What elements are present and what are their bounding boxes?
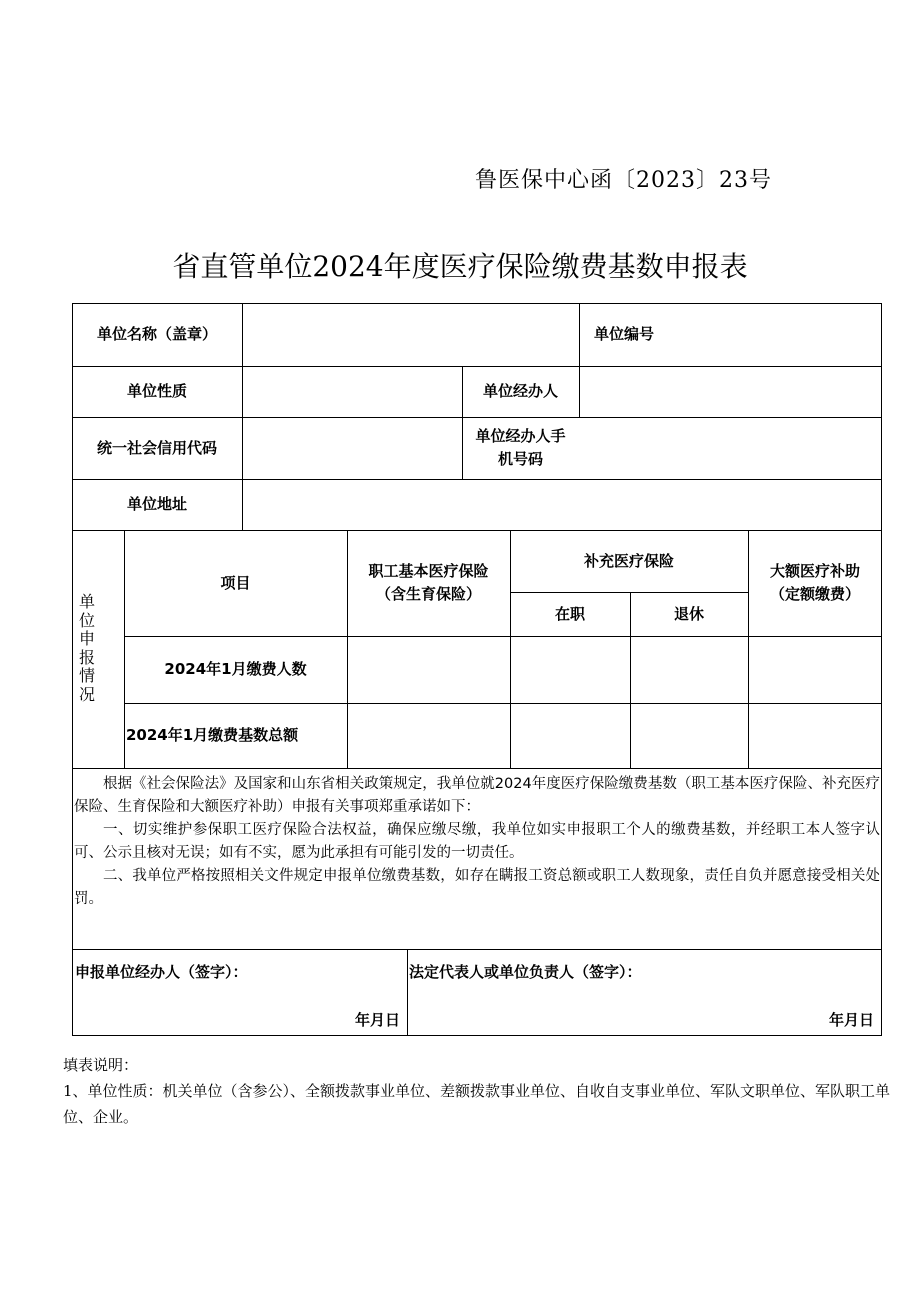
pledge-paragraph: 根据《社会保险法》及国家和山东省相关政策规定，我单位就2024年度医疗保险缴费基数（职工基本医疗保险、补充医疗保险、生育保险和大额医疗补助）申报有关事项郑重承诺如下： (74, 776, 880, 815)
unit-code-label: 单位编号 (594, 325, 655, 343)
large-medical-header-line2: （定额缴费） (769, 585, 860, 603)
agent-phone-label (462, 417, 579, 479)
unit-address-label: 单位地址 (126, 495, 187, 513)
agent-phone-field[interactable] (580, 418, 881, 479)
table-border-right (881, 303, 882, 1036)
base-basic-field[interactable] (348, 704, 510, 768)
row-divider (72, 768, 882, 769)
supplementary-insurance-header: 补充医疗保险 (583, 551, 674, 570)
legal-rep-signature-label: 法定代表人或单位负责人（签字）： (409, 963, 642, 981)
agent-phone-label-line2: 机号码 (497, 450, 543, 468)
unit-nature-label: 单位性质 (126, 382, 187, 400)
base-retired-field[interactable] (631, 704, 748, 768)
pledge-paragraph: 一、切实维护参保职工医疗保险合法权益，确保应缴尽缴，我单位如实申报职工个人的缴费基数，并经职工本人签字认可、公示且核对无误；如有不实，愿为此承担有可能引发的一切责任。 (74, 822, 880, 861)
basic-insurance-header-line2: （含生育保险） (375, 585, 481, 603)
column-divider (407, 949, 408, 1036)
retired-header: 退休 (673, 604, 704, 623)
pledge-paragraph: 二、我单位严格按照相关文件规定申报单位缴费基数，如存在瞒报工资总额或职工人数现象，责任自负并愿意接受相关处罚。 (74, 868, 880, 907)
basic-insurance-header (347, 530, 510, 636)
agent-signature-label: 申报单位经办人（签字）： (75, 963, 248, 981)
pledge-text (74, 773, 880, 911)
large-medical-header-line1: 大额医疗补助 (769, 562, 860, 580)
credit-code-label: 统一社会信用代码 (96, 438, 217, 457)
payers-basic-field[interactable] (348, 637, 510, 703)
agent-signature-date: 年月日 (355, 1011, 401, 1029)
item-header: 项目 (220, 573, 251, 592)
agent-phone-label-line1: 单位经办人手 (475, 427, 566, 445)
unit-code-field[interactable] (712, 304, 881, 366)
base-employed-field[interactable] (511, 704, 630, 768)
payers-employed-field[interactable] (511, 637, 630, 703)
employed-header: 在职 (554, 604, 585, 623)
filling-notes (63, 1052, 893, 1130)
base-large-field[interactable] (749, 704, 881, 768)
page-title: 省直管单位2024年度医疗保险缴费基数申报表 (172, 250, 748, 283)
legal-rep-signature-date: 年月日 (829, 1011, 875, 1029)
row-divider (72, 949, 882, 950)
large-medical-header (748, 530, 882, 636)
document-number: 鲁医保中心函〔2023〕23号 (475, 168, 772, 193)
notes-heading: 填表说明： (63, 1056, 139, 1074)
payers-retired-field[interactable] (631, 637, 748, 703)
unit-name-label: 单位名称（盖章） (96, 325, 217, 343)
table-border-bottom (72, 1035, 882, 1036)
unit-address-field[interactable] (243, 480, 881, 530)
basic-insurance-header-line1: 职工基本医疗保险 (368, 562, 489, 580)
declaration-form-table (72, 303, 882, 1036)
section-label-vertical: 单位申报情况 (78, 592, 95, 704)
notes-item: 1、单位性质：机关单位（含参公）、全额拨款事业单位、差额拨款事业单位、自收自支事业单位、军队文职单位、军队职工单位、企业。 (63, 1082, 891, 1126)
row-base-total-label: 2024年1月缴费基数总额 (126, 726, 299, 744)
unit-nature-field[interactable] (243, 367, 462, 417)
credit-code-field[interactable] (243, 418, 462, 479)
unit-name-field[interactable] (243, 304, 579, 366)
payers-large-field[interactable] (749, 637, 881, 703)
row-payers-count-label: 2024年1月缴费人数 (164, 660, 307, 678)
unit-agent-field[interactable] (580, 367, 881, 417)
unit-agent-label: 单位经办人 (482, 382, 558, 400)
